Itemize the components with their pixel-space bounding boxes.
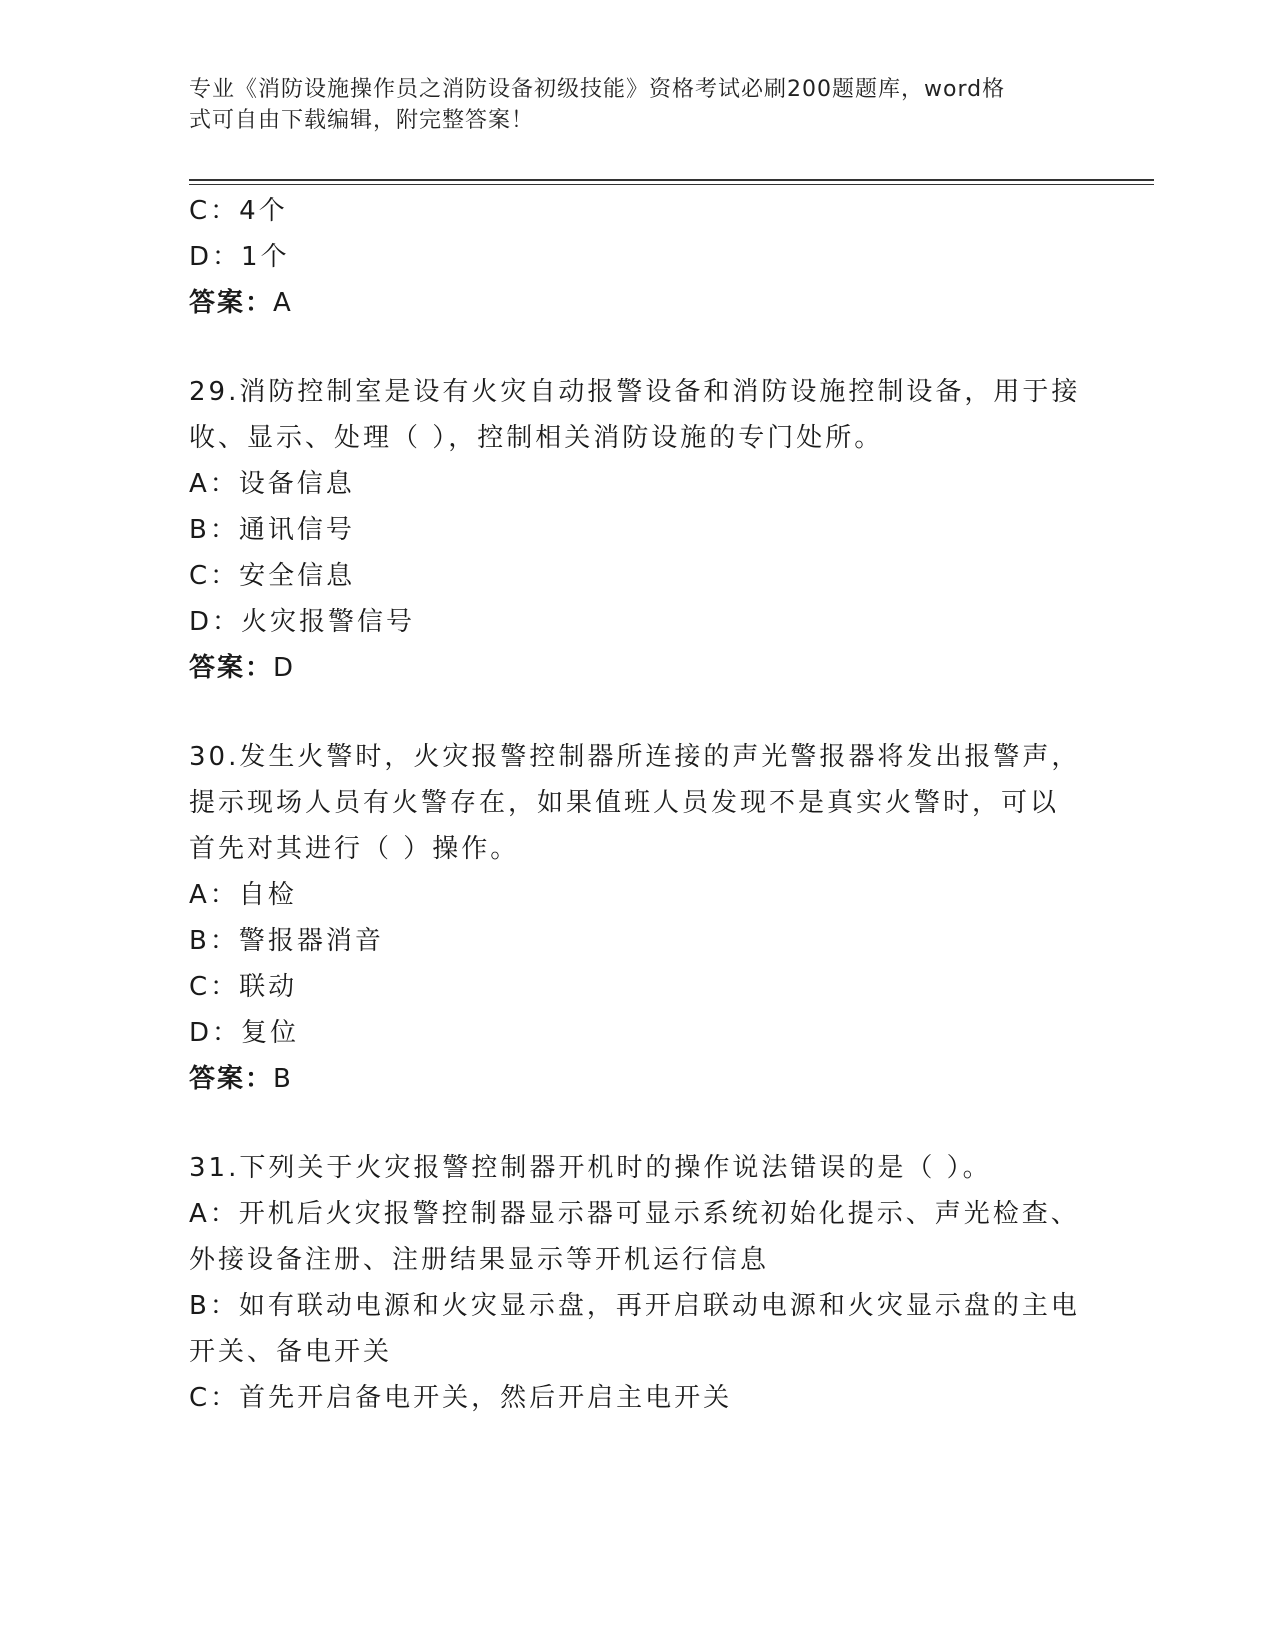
question-stem-line: 31.下列关于火灾报警控制器开机时的操作说法错误的是（ ）。 — [189, 1153, 992, 1183]
header-divider — [189, 179, 1154, 185]
answer-line — [189, 645, 1089, 691]
answer-line — [189, 1056, 1089, 1102]
answer-label: 答案： — [189, 653, 274, 683]
option-b-continued: 开关、备电开关 — [189, 1337, 393, 1367]
option-c: C：安全信息 — [189, 561, 356, 591]
option-b: B：警报器消音 — [189, 926, 384, 956]
question-gap — [189, 691, 1089, 734]
question-stem-line: 收、显示、处理（ ），控制相关消防设施的专门处所。 — [189, 423, 884, 453]
option-a-continued: 外接设备注册、注册结果显示等开机运行信息 — [189, 1245, 770, 1275]
option-b: B：如有联动电源和火灾显示盘，再开启联动电源和火灾显示盘的主电 — [189, 1291, 1080, 1321]
option-c: C：首先开启备电开关，然后开启主电开关 — [189, 1383, 733, 1413]
page-header — [189, 74, 1079, 136]
question-28-tail — [189, 188, 1089, 326]
answer-value: D — [273, 653, 296, 683]
answer-line — [189, 280, 1089, 326]
question-gap — [189, 326, 1089, 369]
option-d: D：火灾报警信号 — [189, 607, 416, 637]
option-a: A：设备信息 — [189, 469, 355, 499]
answer-value: A — [273, 288, 293, 318]
question-stem-line: 提示现场人员有火警存在，如果值班人员发现不是真实火警时，可以 — [189, 788, 1060, 818]
answer-label: 答案： — [189, 1064, 274, 1094]
option-d: D：1个 — [189, 242, 290, 272]
question-stem-line: 30.发生火警时，火灾报警控制器所连接的声光警报器将发出报警声， — [189, 742, 1081, 772]
option-c: C：4个 — [189, 196, 288, 226]
option-c: C：联动 — [189, 972, 298, 1002]
header-title-line-1: 专业《消防设施操作员之消防设备初级技能》资格考试必刷200题题库，word格 — [189, 77, 1006, 102]
question-stem-line: 首先对其进行（ ）操作。 — [189, 834, 520, 864]
answer-value: B — [273, 1064, 293, 1094]
answer-label: 答案： — [189, 288, 274, 318]
header-title-line-2: 式可自由下载编辑，附完整答案！ — [189, 108, 535, 133]
question-29 — [189, 369, 1089, 691]
option-d: D：复位 — [189, 1018, 300, 1048]
option-b: B：通讯信号 — [189, 515, 355, 545]
question-30 — [189, 734, 1089, 1102]
option-a: A：开机后火灾报警控制器显示器可显示系统初始化提示、声光检查、 — [189, 1199, 1080, 1229]
option-a: A：自检 — [189, 880, 297, 910]
question-gap — [189, 1102, 1089, 1145]
question-stem-line: 29.消防控制室是设有火灾自动报警设备和消防设施控制设备，用于接 — [189, 377, 1081, 407]
question-31 — [189, 1145, 1089, 1421]
question-content — [189, 188, 1089, 1421]
